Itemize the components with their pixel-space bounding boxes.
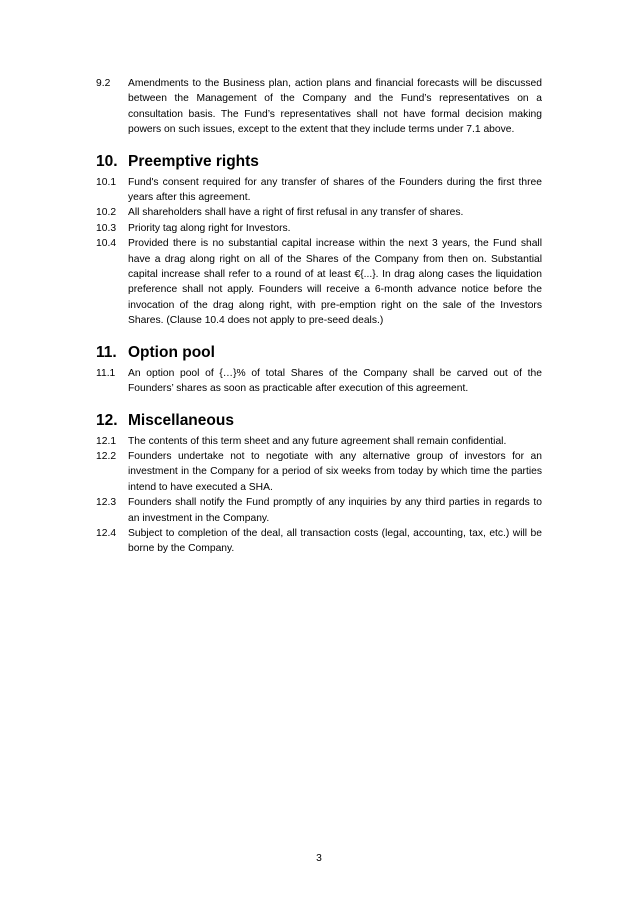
clause-text: Subject to completion of the deal, all transaction costs (legal, accounting, tax, etc.) will be borne by the Company.: [128, 527, 542, 555]
clause-number: 10.4: [96, 238, 117, 250]
section-heading-preemptive-rights: [96, 152, 542, 172]
clause-number: 10.3: [96, 222, 117, 234]
clause-number: 12.4: [96, 527, 117, 539]
clause-number: 11.1: [96, 367, 116, 379]
clause-number: 12.3: [96, 497, 117, 509]
section-title: Preemptive rights: [128, 152, 259, 170]
clause-text: Amendments to the Business plan, action plans and financial forecasts will be discussed between the Management of the Company and the Fund’s representatives on a consultation basis. The Fund’s representatives shall not have formal decision making powers on such issues, except to the extent that they include terms under 7.1 above.: [128, 78, 542, 136]
section-heading-option-pool: [96, 343, 542, 363]
clause-12-4: [96, 526, 542, 557]
section-title: Option pool: [128, 343, 215, 361]
clause-10-1: [96, 175, 542, 206]
section-number: 10.: [96, 152, 118, 170]
clause-number: 10.1: [96, 176, 117, 188]
clause-text: Fund's consent required for any transfer of shares of the Founders during the first three years after this agreement.: [128, 176, 542, 204]
clause-9-2: [96, 76, 542, 138]
clause-text: Provided there is no substantial capital increase within the next 3 years, the Fund shall have a drag along right on all of the Shares of the Company from then on. Substantial capital increase shall refer to a round of at least €{...}. In drag along cases the liquidation preference shall not apply. Founders will receive a 6-month advance notice before the invocation of the drag along right, with pre-emption right on the sale of the Investors Shares. (Clause 10.4 does not apply to pre-seed deals.): [128, 238, 542, 327]
clause-text: Founders undertake not to negotiate with any alternative group of investors for an investment in the Company for a period of six weeks from today by which time the parties intend to have executed a SHA.: [128, 450, 542, 493]
clause-12-3: [96, 495, 542, 526]
clause-11-1: [96, 366, 542, 397]
page-number: 3: [316, 853, 322, 864]
clause-12-1: [96, 434, 542, 449]
clause-number: 10.2: [96, 207, 117, 219]
clause-10-3: [96, 221, 542, 236]
clause-text: The contents of this term sheet and any future agreement shall remain confidential.: [128, 435, 507, 447]
clause-10-2: [96, 205, 542, 220]
section-number: 11.: [96, 343, 117, 361]
clause-text: Priority tag along right for Investors.: [128, 222, 291, 234]
clause-number: 12.1: [96, 435, 117, 447]
clause-number: 12.2: [96, 450, 117, 462]
document-body: [96, 76, 542, 557]
clause-text: An option pool of {…}% of total Shares of the Company shall be carved out of the Founders’ shares as soon as practicable after execution of this agreement.: [128, 367, 542, 395]
section-number: 12.: [96, 411, 118, 429]
clause-10-4: [96, 236, 542, 328]
clause-text: All shareholders shall have a right of first refusal in any transfer of shares.: [128, 207, 464, 219]
clause-12-2: [96, 449, 542, 495]
section-heading-miscellaneous: [96, 411, 542, 431]
clause-number: 9.2: [96, 78, 111, 89]
section-title: Miscellaneous: [128, 411, 234, 429]
clause-text: Founders shall notify the Fund promptly of any inquiries by any third parties in regards to an investment in the Company.: [128, 497, 542, 524]
